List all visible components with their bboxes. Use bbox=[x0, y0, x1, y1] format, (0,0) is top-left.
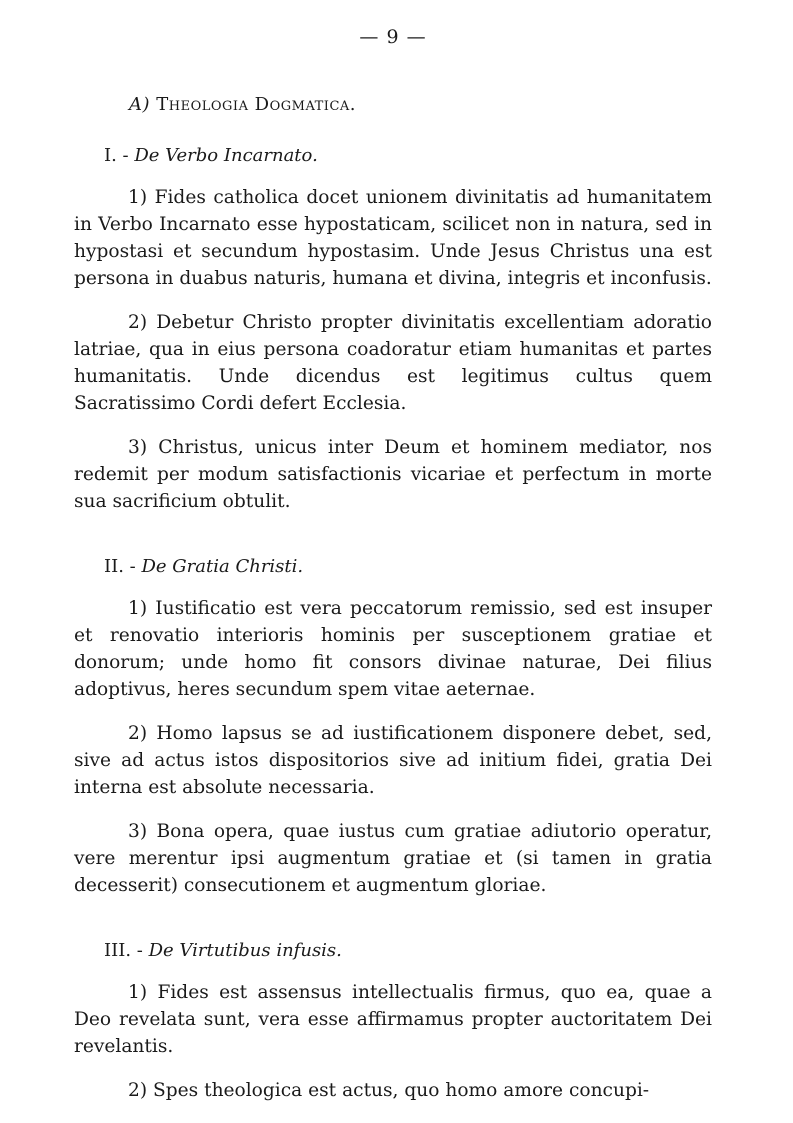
part-letter: A) bbox=[129, 94, 151, 115]
part-heading bbox=[129, 94, 712, 115]
paragraph: 2) Spes theologica est actus, quo homo amore concupi- bbox=[128, 1080, 650, 1101]
part-title: Theologia Dogmatica. bbox=[156, 94, 357, 115]
section-number: III. - bbox=[104, 940, 143, 961]
paragraph: 2) Homo lapsus se ad iustificationem disponere debet, sed, sive ad actus istos dispositorios sive ad initium fidei, gratia Dei interna est absolute necessaria. bbox=[74, 723, 712, 798]
paragraph: 3) Christus, unicus inter Deum et hominem mediator, nos redemit per modum satisfactionis vicariae et perfectum in morte sua sacrificium obtulit. bbox=[74, 437, 712, 512]
section-number: I. - bbox=[104, 145, 129, 166]
paragraph: 3) Bona opera, quae iustus cum gratiae adiutorio operatur, vere merentur ipsi augmentum gratiae et (si tamen in gratia decesserit) consecutionem et augmentum gloriae. bbox=[74, 821, 712, 896]
section-virtutibus-infusis bbox=[74, 940, 712, 1104]
section-heading bbox=[104, 556, 712, 577]
section-name: De Gratia Christi. bbox=[141, 556, 304, 577]
section-number: II. - bbox=[104, 556, 136, 577]
paragraph: 1) Fides est assensus intellectualis firmus, quo ea, quae a Deo revelata sunt, vera esse affirmamus propter auctoritatem Dei revelantis. bbox=[74, 982, 712, 1057]
section-name: De Verbo Incarnato. bbox=[134, 145, 318, 166]
section-gratia-christi bbox=[74, 556, 712, 899]
document-page bbox=[74, 26, 712, 1121]
paragraph: 2) Debetur Christo propter divinitatis excellentiam adoratio latriae, qua in eius persona coadoratur etiam humanitas et partes humanitatis. Unde dicendus est legitimus cultus quem Sacratissimo Cordi defert Ecclesia. bbox=[74, 312, 712, 414]
paragraph: 1) Fides catholica docet unionem divinitatis ad humanitatem in Verbo Incarnato esse hypostaticam, scilicet non in natura, sed in hypostasi et secundum hypostasim. Unde Jesus Christus una est persona in duabus naturis, humana et divina, integris et inconfusis. bbox=[74, 187, 712, 289]
page-number: — 9 — bbox=[359, 26, 427, 48]
section-heading bbox=[104, 145, 712, 166]
section-name: De Virtutibus infusis. bbox=[148, 940, 342, 961]
section-verbo-incarnato bbox=[74, 145, 712, 515]
section-heading bbox=[104, 940, 712, 961]
paragraph: 1) Iustificatio est vera peccatorum remissio, sed est insuper et renovatio interioris hominis per susceptionem gratiae et donorum; unde homo fit consors divinae naturae, Dei filius adoptivus, heres secundum spem vitae aeternae. bbox=[74, 598, 712, 700]
